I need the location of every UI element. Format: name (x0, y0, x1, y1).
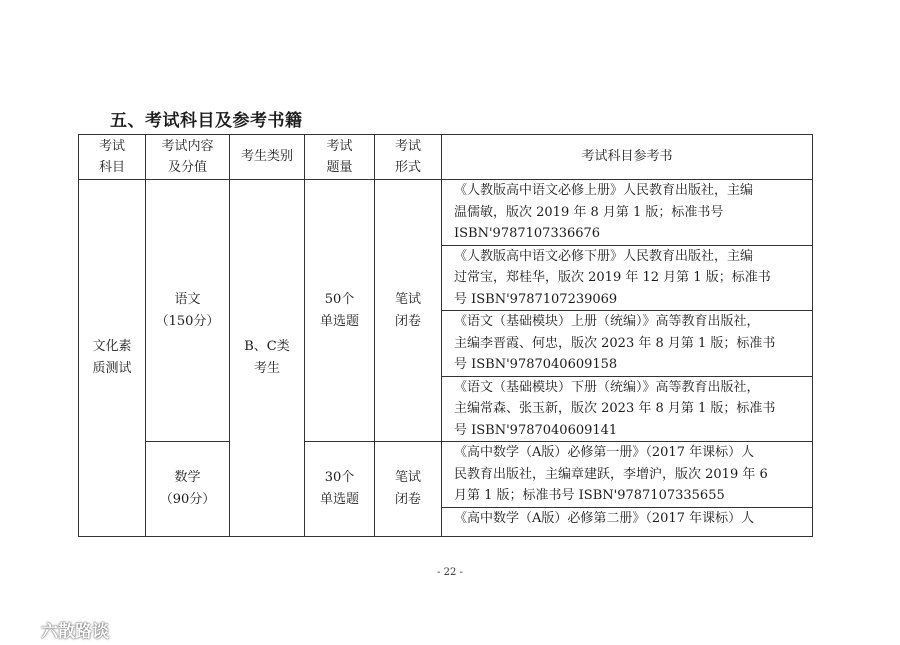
exam-subjects-table (78, 134, 813, 537)
brand-logo-icon (9, 619, 35, 641)
table-row (79, 180, 813, 246)
section-heading: 五、考试科目及参考书籍 (110, 111, 303, 131)
form-cell-math: 笔试 闭卷 (375, 442, 442, 537)
header-form: 考试 形式 (375, 135, 442, 180)
header-subject: 考试 科目 (79, 135, 146, 180)
form-cell-chinese: 笔试 闭卷 (375, 180, 442, 442)
content-cell-chinese: 语文 （150分） (146, 180, 230, 442)
reference-book: 《高中数学（A版）必修第二册》（2017 年课标）人 (442, 507, 813, 536)
header-content: 考试内容 及分值 (146, 135, 230, 180)
reference-book: 《语文（基础模块）上册（统编）》高等教育出版社， 主编李晋霞、何忠，版次 2023 年 8 月第 1 版；标准书 号 ISBN'9787040609158 (442, 311, 813, 377)
reference-book: 《人教版高中语文必修下册》人民教育出版社，主编 过常宝，郑桂华，版次 2019 年 12 月第 1 版；标准书 号 ISBN'9787107239069 (442, 245, 813, 311)
header-count: 考试 题量 (305, 135, 375, 180)
reference-book: 《语文（基础模块）下册（统编）》高等教育出版社， 主编常森、张玉新，版次 2023 年 8 月第 1 版；标准书 号 ISBN'9787040609141 (442, 376, 813, 442)
content-cell-math: 数学 （90分） (146, 442, 230, 537)
watermark-text: 六散路谈 (41, 622, 109, 642)
page-number: - 22 - (437, 567, 463, 578)
header-references: 考试科目参考书 (442, 135, 813, 180)
subject-cell: 文化素 质测试 (79, 180, 146, 537)
count-cell-math: 30个 单选题 (305, 442, 375, 537)
table-header-row (79, 135, 813, 180)
count-cell-chinese: 50个 单选题 (305, 180, 375, 442)
watermark (9, 617, 109, 642)
category-cell: B、C类 考生 (230, 180, 305, 537)
header-category: 考生类别 (230, 135, 305, 180)
reference-book: 《人教版高中语文必修上册》人民教育出版社，主编 温儒敏，版次 2019 年 8 月第 1 版；标准书号 ISBN'9787107336676 (442, 180, 813, 246)
reference-book: 《高中数学（A版）必修第一册》（2017 年课标）人 民教育出版社，主编章建跃，李增沪，版次 2019 年 6 月第 1 版；标准书号 ISBN'9787107335655 (442, 442, 813, 508)
table-row (79, 442, 813, 508)
